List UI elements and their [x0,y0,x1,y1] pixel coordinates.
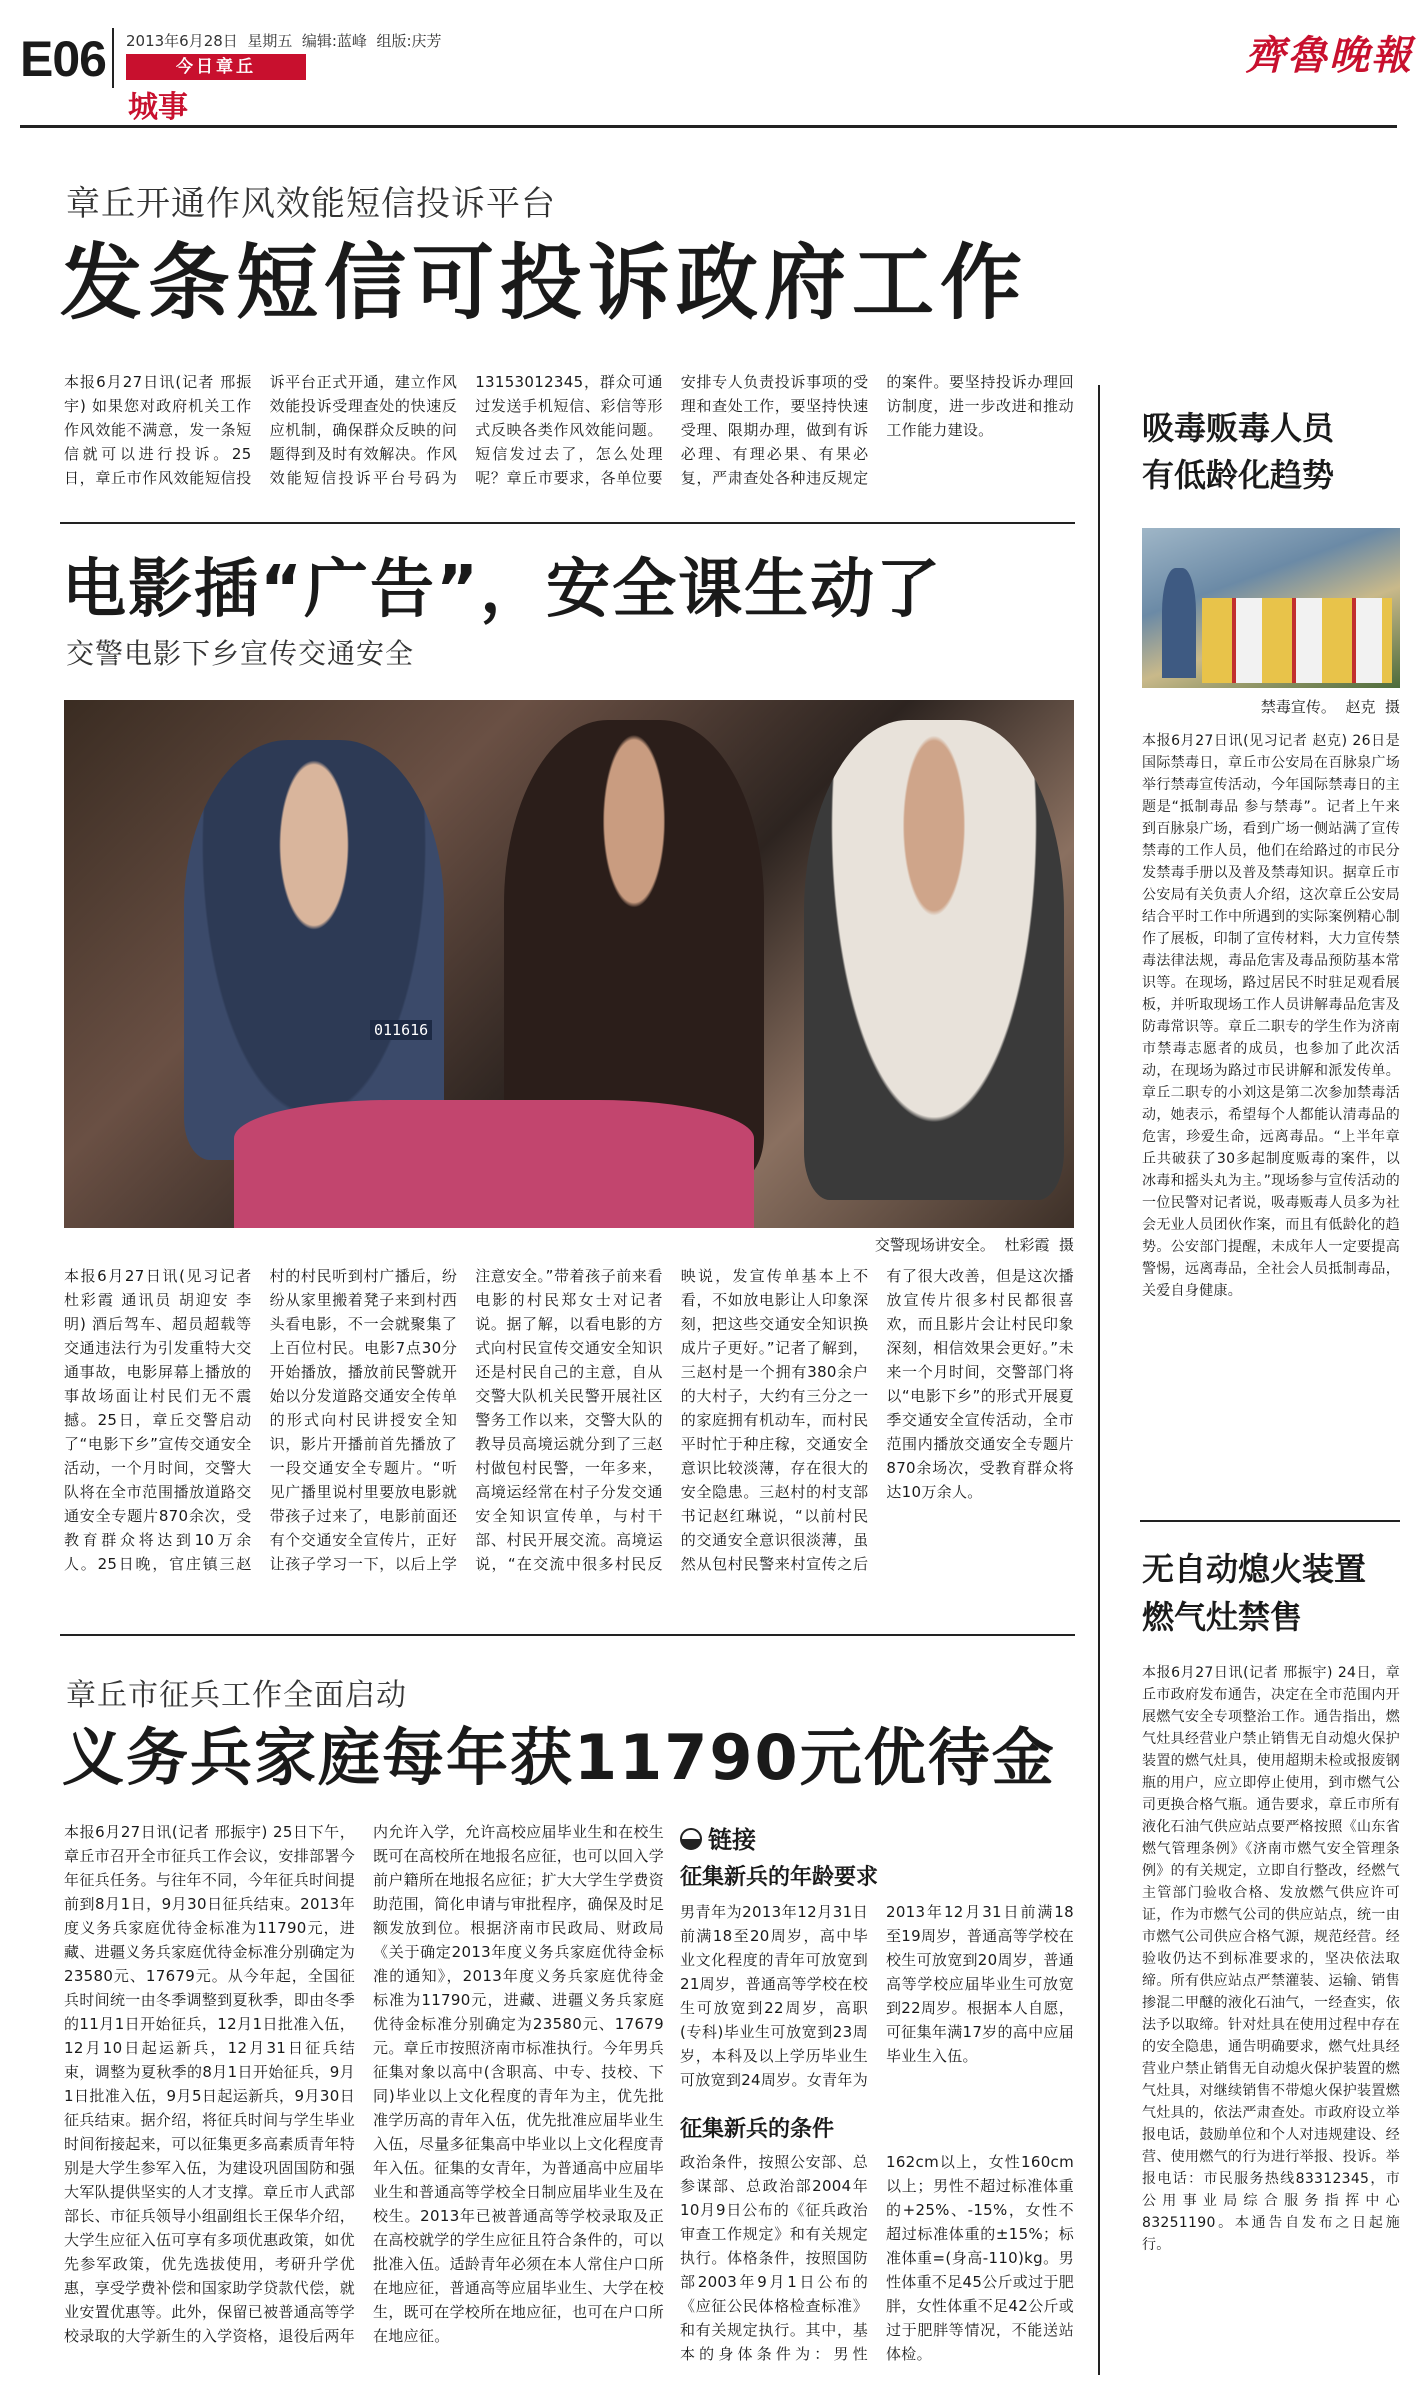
masthead [0,0,1417,125]
side-body: 本报6月27日讯(记者 邢振宇) 24日，章丘市政府发布通告，决定在全市范围内开展燃气安全专项整治工作。通告指出，燃气灶具经营业户禁止销售无自动熄火保护装置的燃气灶具，使用超期未检或报废钢瓶的用户，应立即停止使用，到市燃气公司更换合格气瓶。通告要求，章丘市所有液化石油气供应站点要严格按照《山东省燃气管理条例》《济南市燃气安全管理条例》的有关规定，立即自行整改，经燃气主管部门验收合格、发放燃气供应许可证，作为市燃气公司的供应站点，统一由市燃气公司供应合格气源，规范经营。经验收仍达不到标准要求的，坚决依法取缔。所有供应站点严禁灌装、运输、销售掺混二甲醚的液化石油气，一经查实，依法予以取缔。针对灶具在使用过程中存在的安全隐患，通告明确要求，燃气灶具经营业户禁止销售无自动熄火保护装置的燃气灶具，对继续销售不带熄火保护装置燃气灶具的，依法严肃查处。市政府设立举报电话，鼓励单位和个人对违规建设、经营、使用燃气的行为进行举报、投诉。举报电话：市民服务热线83312345，市公用事业局综合服务指挥中心83251190。本通告自发布之日起施行。 [1142,1665,1400,2253]
story-headline: 发条短信可投诉政府工作 [60,236,1029,331]
story-body: 本报6月27日讯(记者 邢振宇) 25日下午，章丘市召开全市征兵工作会议，安排部署今年征兵任务。与往年不同，今年征兵时间提前到8月1日，9月30日征兵结束。2013年度义务兵家庭优待金标准为11790元，进藏、进疆义务兵家庭优待金标准分别确定为23580元、17679元。从今年起，全国征兵时间统一由冬季调整到夏秋季，即由冬季的11月1日开始征兵，12月1日批准入伍，12月10日起运新兵，12月31日征兵结束，调整为夏秋季的8月1日开始征兵，9月1日批准入伍，9月5日起运新兵，9月30日征兵结束。据介绍，将征兵时间与学生毕业时间衔接起来，可以征集更多高素质青年特别是大学生参军入伍，为建设巩固国防和强大军队提供坚实的人才支撑。章丘市人武部部长、市征兵领导小组副组长王保华介绍，大学生应征入伍可享有多项优惠政策，如优先参军政策，优先选拔使用，考研升学优惠，享受学费补偿和国家助学贷款代偿，就业安置优惠等。此外，保留已被普通高等学校录取的大学新生的入学资格，退役后两年内允许入学，允许高校应届毕业生和在校生既可在高校所在地报名应征，也可以回入学前户籍所在地报名应征；扩大大学生学费资助范围，简化申请与审批程序，确保及时足额发放到位。根据济南市民政局、财政局《关于确定2013年度义务兵家庭优待金标准的通知》，2013年度义务兵家庭优待金标准为11790元，进藏、进疆义务兵家庭优待金标准分别确定为23580元、17679元。章丘市按照济南市标准执行。今年男兵征集对象以高中(含职高、中专、技校、下同)毕业以上文化程度的青年为主，优先批准学历高的青年入伍，优先批准应届毕业生入伍，尽量多征集高中毕业以上文化程度青年入伍。征集的女青年，为普通高中应届毕业生和普通高等学校全日制应届毕业生及在校生。2013年已被普通高等学校录取及正在高校就学的学生应征且符合条件的，可以批准入伍。适龄青年必须在本人常住户口所在地应征，普通高等应届毕业生、大学在校生，既可在学校所在地应征，也可在户口所在地应征。 [64,1823,664,2345]
page-number: E06 [20,31,106,87]
age-body: 男青年为2013年12月31日前满18至20周岁，高中毕业文化程度的青年可放宽到21周岁，普通高等学校在校生可放宽到22周岁，高职(专科)毕业生可放宽到23周岁，本科及以上学历毕业生可放宽到24周岁。女青年为2013年12月31日前满18至19周岁，普通高等学校在校生可放宽到20周岁，普通高等学校应届毕业生可放宽到22周岁。根据本人自愿，可征集年满17岁的高中应届毕业生入伍。 [680,1903,1074,2089]
story-conscription [0,1640,1080,2383]
story-body: 本报6月27日讯(记者 邢振宇) 如果您对政府机关工作作风效能不满意，发一条短信就可以进行投诉。25日，章丘市作风效能短信投诉平台正式开通，建立作风效能投诉受理查处的快速反应机制，确保群众反映的问题得到及时有效解决。作风效能短信投诉平台号码为13153012345，群众可通过发送手机短信、彩信等形式反映各类作风效能问题。短信发过去了，怎么处理呢？章丘市要求，各单位要安排专人负责投诉事项的受理和查处工作，要坚持快速受理、限期办理，做到有诉必理、有理必果、有果必复，严肃查处各种违反规定的案件。要坚持投诉办理回访制度，进一步改进和推动工作能力建设。 [64,373,1074,487]
link-box [680,1820,1074,2370]
story-kicker: 章丘市征兵工作全面启动 [66,1678,407,1713]
side-divider [1140,1520,1400,1522]
story-body: 本报6月27日讯(见习记者 杜彩霞 通讯员 胡迎安 李明) 酒后驾车、超员超载等交通违法行为引发重特大交通事故，电影屏幕上播放的事故场面让村民们无不震撼。25日，章丘交警启动了“电影下乡”宣传交通安全活动，一个月时间，交警大队将在全市范围播放道路交通安全专题片870余次，受教育群众将达到10万余人。25日晚，官庄镇三赵村的村民听到村广播后，纷纷从家里搬着凳子来到村西头看电影，不一会就聚集了上百位村民。电影7点30分开始播放，播放前民警就开始以分发道路交通安全传单的形式向村民讲授安全知识，影片开播前首先播放了一段交通安全专题片。“听见广播里说村里要放电影就带孩子过来了，电影前面还有个交通安全宣传片，正好让孩子学习一下，以后上学注意安全。”带着孩子前来看电影的村民郑女士对记者说。据了解，以看电影的方式向村民宣传交通安全知识还是村民自己的主意，自从交警大队机关民警开展社区警务工作以来，交警大队的教导员高境运就分到了三赵村做包村民警，一年多来，高境运经常在村子分发交通安全知识宣传单，与村干部、村民开展交流。高境运说，“在交流中很多村民反映说，发宣传单基本上不看，不如放电影让人印象深刻，把这些交通安全知识换成片子更好。”记者了解到，三赵村是一个拥有380余户的大村子，大约有三分之一的家庭拥有机动车，而村民平时忙于种庄稼，交通安全意识比较淡薄，存在很大的安全隐患。三赵村的村支部书记赵红琳说，“以前村民的交通安全意识很淡薄，虽然从包村民警来村宣传之后有了很大改善，但是这次播放宣传片很多村民都很喜欢，而且影片会让村民印象深刻，相信效果会更好。”未来一个月时间，交警部门将以“电影下乡”的形式开展夏季交通安全宣传活动，全市范围内播放交通安全专题片870余场次，受教育群众将达10万余人。 [64,1267,1074,1573]
story-photo [64,700,1074,1228]
masthead-divider [112,28,114,88]
section-tag: 今日章丘 [126,54,306,80]
story-sms-complaint [0,130,1080,530]
side-headline-line2: 燃气灶禁售 [1142,1598,1303,1636]
police-figure-shape [1162,568,1196,678]
story-movie-safety [0,530,1080,1610]
side-headline-line1: 无自动熄火装置 [1142,1550,1367,1588]
sidebar-gas-story [1110,1524,1400,2374]
cond-title: 征集新兵的条件 [680,2117,835,2142]
story-kicker: 章丘开通作风效能短信投诉平台 [66,184,556,224]
pink-fabric-shape [234,1100,754,1228]
side-photo [1142,528,1400,688]
side-headline-line2: 有低龄化趋势 [1142,456,1335,494]
paper-logo: 齊魯晚報 [1245,32,1413,79]
photo-caption: 交警现场讲安全。 杜彩霞 摄 [874,1236,1074,1254]
link-label-text: 链接 [708,1826,756,1854]
side-body: 本报6月27日讯(见习记者 赵克) 26日是国际禁毒日，章丘市公安局在百脉泉广场举行禁毒宣传活动，今年国际禁毒日的主题是“抵制毒品 参与禁毒”。记者上午来到百脉泉广场，看到广场一侧站满了宣传禁毒的工作人员，他们在给路过的市民分发禁毒手册以及普及禁毒知识。据章丘市公安局有关负责人介绍，这次章丘公安局结合平时工作中所遇到的实际案例精心制作了展板，印制了宣传材料，大力宣传禁毒法律法规，毒品危害及毒品预防基本常识等。在现场，路过居民不时驻足观看展板，并听取现场工作人员讲解毒品危害及防毒常识等。章丘二职专的学生作为济南市禁毒志愿者的成员，也参加了此次活动，在现场为路过市民讲解和派发传单。章丘二职专的小刘这是第二次参加禁毒活动，她表示，希望每个人都能认清毒品的危害，珍爱生命，远离毒品。“上半年章丘共破获了30多起制度贩毒的案件，以冰毒和摇头丸为主。”现场参与宣传活动的一位民警对记者说，吸毒贩毒人员多为社会无业人员团伙作案，而且有低龄化的趋势。公安部门提醒，未成年人一定要提高警惕，远离毒品，全社会人员抵制毒品，关爱自身健康。 [1142,733,1400,1299]
story-headline: 义务兵家庭每年获11790元优待金 [62,1721,1056,1794]
column-separator [1098,385,1100,2375]
age-title: 征集新兵的年龄要求 [680,1865,879,1890]
story-divider [60,1634,1075,1636]
link-label [680,1820,756,1855]
sidebar-drug-story [1110,380,1400,1670]
display-boards-shape [1202,598,1392,683]
side-photo-caption: 禁毒宣传。 赵克 摄 [1260,698,1400,716]
cond-body: 政治条件，按照公安部、总参谋部、总政治部2004年10月9日公布的《征兵政治审查工作规定》和有关规定执行。体格条件，按照国防部2003年9月1日公布的《应征公民体格检查标准》和有关规定执行。其中，基本的身体条件为：男性162cm以上，女性160cm以上；男性不超过标准体重的+25%、-15%，女性不超过标准体重的±15%；标准体重=(身高-110)kg。男性体重不足45公斤或过于肥胖，女性体重不足42公斤或过于肥胖等情况，不能送站体检。 [680,2153,1074,2363]
section-name: 城事 [128,90,188,125]
story-headline: 电影插“广告”，安全课生动了 [62,553,943,627]
link-icon [680,1828,702,1850]
masthead-bottom-rule [20,125,1397,128]
person-officer-shape [184,740,444,1160]
date-line: 2013年6月28日 星期五 编辑:蓝峰 组版:庆芳 [126,32,442,50]
officer-badge: 011616 [370,1020,432,1040]
story-divider [60,522,1075,524]
person-villager-shape [804,720,1064,1200]
story-subhead: 交警电影下乡宣传交通安全 [66,637,415,670]
side-headline-line1: 吸毒贩毒人员 [1142,409,1335,447]
